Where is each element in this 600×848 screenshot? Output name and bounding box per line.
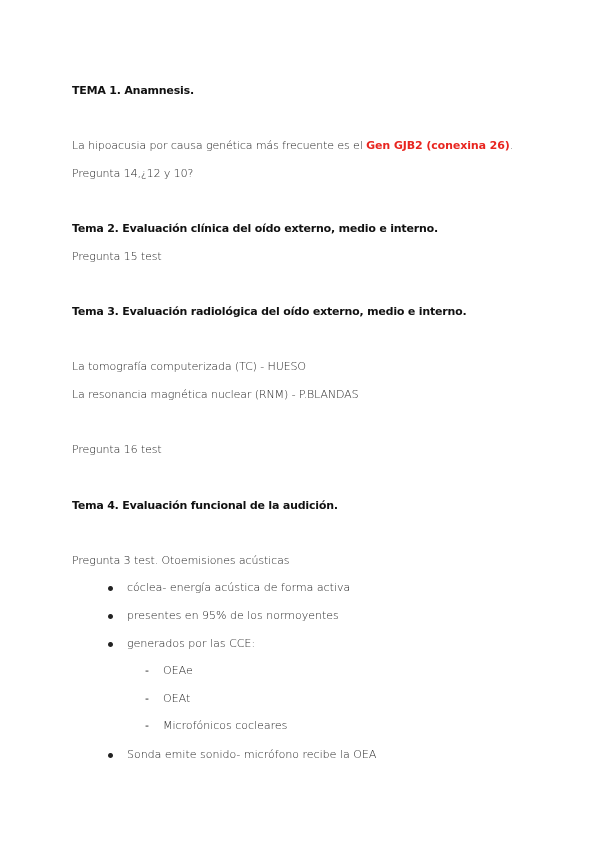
tema1-question: Pregunta 14,¿12 y 10? — [72, 167, 194, 180]
tema1-sentence-post: . — [509, 139, 514, 152]
bullet-marker — [108, 586, 113, 591]
dash-marker: - — [145, 719, 149, 732]
tema3-line1: La tomografía computerizada (TC) - HUESO — [72, 360, 306, 373]
tema4-intro: Pregunta 3 test. Otoemisiones acústicas — [72, 554, 290, 567]
tema3-question: Pregunta 16 test — [72, 443, 162, 456]
tema1-highlight: Gen GJB2 (conexina 26) — [366, 139, 510, 152]
sub-item: Microfónicos cocleares — [163, 719, 288, 732]
tema4-heading: Tema 4. Evaluación funcional de la audición. — [72, 499, 338, 512]
bullet-marker — [108, 642, 113, 647]
bullet-item: cóclea- energía acústica de forma activa — [127, 581, 351, 594]
dash-marker: - — [145, 664, 149, 677]
bullet-item: Sonda emite sonido- micrófono recibe la OEA — [127, 748, 377, 761]
tema1-sentence — [72, 139, 513, 153]
tema2-heading: Tema 2. Evaluación clínica del oído externo, medio e interno. — [72, 222, 438, 235]
tema3-heading: Tema 3. Evaluación radiológica del oído externo, medio e interno. — [72, 305, 467, 318]
tema1-heading: TEMA 1. Anamnesis. — [72, 84, 194, 97]
sub-item: OEAt — [163, 692, 191, 705]
bullet-item: presentes en 95% de los normoyentes — [127, 609, 339, 622]
bullet-marker — [108, 753, 113, 758]
bullet-item: generados por las CCE: — [127, 637, 256, 650]
tema1-sentence-pre: La hipoacusia por causa genética más frecuente es el — [72, 139, 367, 152]
dash-marker: - — [145, 692, 149, 705]
bullet-marker — [108, 614, 113, 619]
tema2-question: Pregunta 15 test — [72, 250, 162, 263]
sub-item: OEAe — [163, 664, 193, 677]
tema3-line2: La resonancia magnética nuclear (RNM) - P.BLANDAS — [72, 388, 359, 401]
